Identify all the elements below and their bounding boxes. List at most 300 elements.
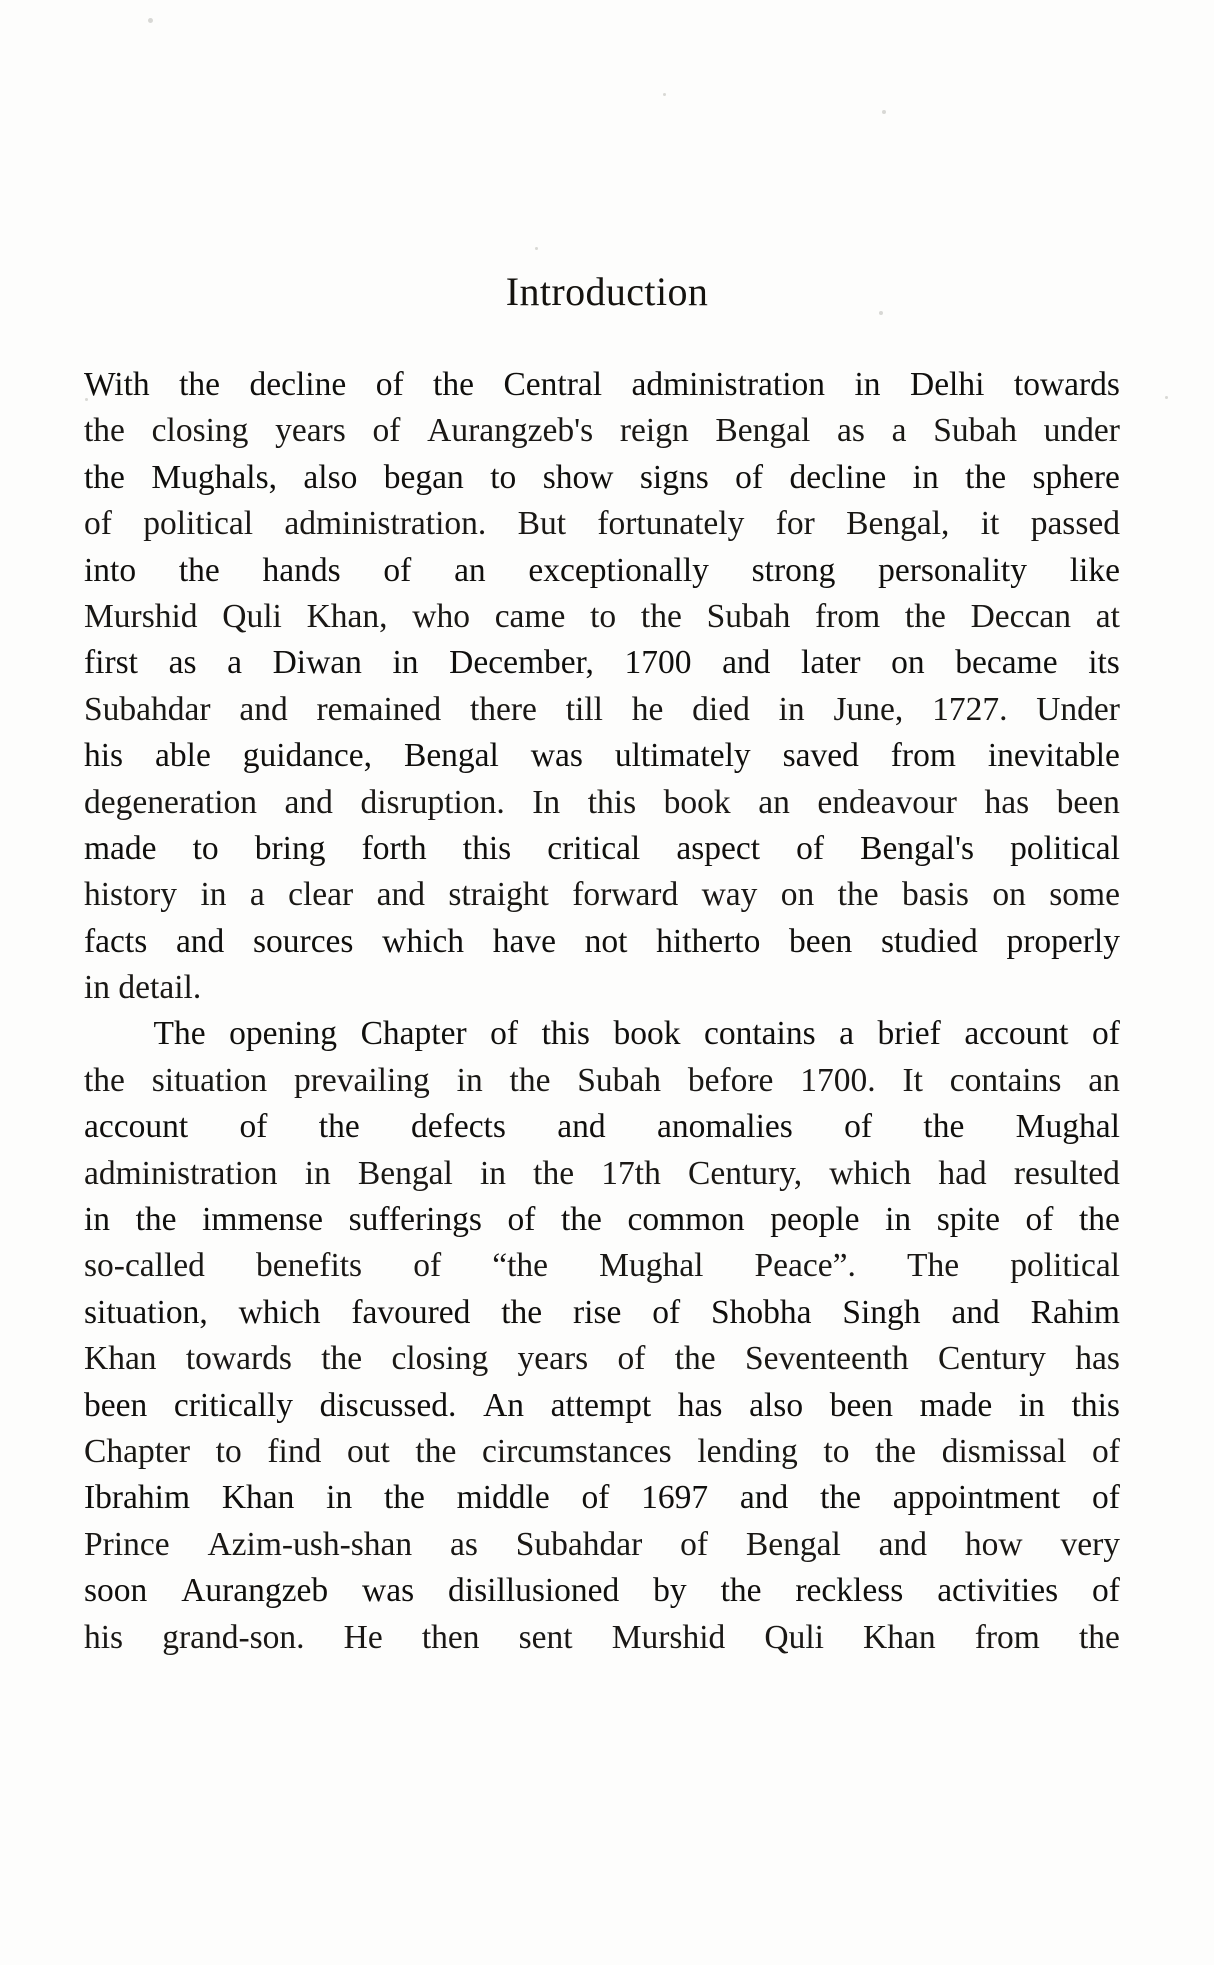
line-word: it [980, 505, 1000, 543]
text-line [84, 1290, 1120, 1336]
line-word: Subah [706, 597, 791, 635]
line-word: spite [936, 1201, 1000, 1239]
line-word: Mughal [599, 1247, 704, 1285]
line-word: Subah [933, 412, 1017, 450]
line-word: Bengal's [860, 829, 975, 867]
body-text-column [84, 362, 1120, 1661]
line-word: Khan [863, 1618, 936, 1656]
line-word: Deccan [970, 597, 1071, 635]
line-word: Central [503, 366, 603, 403]
line-word: strong [751, 551, 836, 589]
line-word: in [885, 1201, 912, 1239]
line-word: political [1010, 1247, 1120, 1285]
line-word: for [775, 505, 815, 543]
line-word: contains [949, 1061, 1062, 1099]
line-word: “the [492, 1247, 549, 1285]
line-word: in [778, 690, 805, 728]
line-word: studied [880, 922, 978, 960]
line-word: in [1018, 1386, 1045, 1424]
line-word: like [1069, 551, 1120, 589]
line-word: the [674, 1340, 716, 1378]
text-line [84, 640, 1120, 686]
line-word: of [1092, 1432, 1120, 1470]
line-word: had [938, 1154, 987, 1192]
line-word: situation [151, 1061, 268, 1099]
line-word: as [837, 412, 865, 450]
text-line [84, 1522, 1120, 1568]
text-line [84, 919, 1120, 965]
line-word: sent [518, 1618, 573, 1656]
line-word: disruption. [360, 783, 505, 821]
line-word: a [227, 644, 242, 682]
line-word: in [456, 1061, 483, 1099]
line-word: has [984, 783, 1030, 821]
line-word: died [692, 690, 750, 728]
line-word: middle [456, 1479, 550, 1517]
line-word: and [722, 644, 771, 682]
line-word: an [454, 551, 486, 589]
line-word: critical [547, 829, 641, 867]
line-word: began [383, 458, 464, 496]
line-word: opening [229, 1015, 338, 1053]
line-word: inevitable [987, 737, 1120, 775]
line-word: anomalies [656, 1108, 793, 1146]
line-word: of [617, 1340, 646, 1378]
line-word: Murshid [84, 597, 198, 635]
line-word: very [1060, 1525, 1120, 1563]
line-word: the [415, 1432, 457, 1470]
line-word: and [878, 1525, 928, 1563]
line-word: which [829, 1154, 912, 1192]
line-word: reign [619, 412, 689, 450]
line-word: came [494, 597, 566, 635]
paragraph-1 [84, 362, 1120, 1011]
line-word: disillusioned [448, 1572, 620, 1610]
line-word: his [84, 737, 124, 775]
line-word: in [912, 458, 939, 496]
line-word: political [1010, 829, 1120, 867]
line-word: this [1071, 1386, 1120, 1424]
line-word: guidance, [242, 737, 373, 775]
line-word: years [517, 1340, 589, 1378]
line-word: account [84, 1108, 189, 1146]
line-word: exceptionally [528, 551, 709, 589]
line-word: properly [1006, 922, 1120, 960]
line-word: the [640, 597, 682, 635]
line-word: an [758, 783, 790, 821]
line-word: to [490, 458, 517, 496]
line-word: He [343, 1618, 383, 1656]
line-word: on [891, 644, 925, 682]
line-word: In [532, 783, 561, 821]
line-word: Mughal [1015, 1108, 1120, 1146]
line-word: Chapter [84, 1432, 191, 1470]
line-word: on [992, 876, 1026, 914]
line-word: towards [1013, 366, 1120, 403]
line-word: before [687, 1061, 774, 1099]
line-word: as [450, 1525, 478, 1563]
line-word: decline [789, 458, 887, 496]
text-line [84, 872, 1120, 918]
line-word: June, [833, 690, 904, 728]
line-word: of [375, 366, 404, 403]
line-word: situation, [84, 1293, 208, 1331]
line-word: discussed. [319, 1386, 457, 1424]
line-word: the [1078, 1618, 1120, 1656]
line-word: favoured [351, 1293, 471, 1331]
line-word: also [749, 1386, 804, 1424]
line-word: circumstances [481, 1432, 672, 1470]
line-word: Murshid [611, 1618, 726, 1656]
line-word: also [303, 458, 358, 496]
line-word: activities [937, 1572, 1059, 1610]
line-word: the [178, 551, 220, 589]
line-word: An [483, 1386, 525, 1424]
line-word: of [413, 1247, 442, 1285]
line-word: and [739, 1479, 789, 1517]
line-word: book [613, 1015, 681, 1053]
line-word: Seventeenth [744, 1340, 909, 1378]
line-word: The [153, 1015, 206, 1053]
line-word: the [84, 458, 125, 496]
line-word: there [469, 690, 537, 728]
line-word: 1727. [932, 690, 1008, 728]
line-word: of [796, 829, 825, 867]
line-word: prevailing [293, 1061, 430, 1099]
line-word: the [383, 1479, 425, 1517]
line-text: in detail. [84, 969, 202, 1007]
line-word: the [875, 1432, 917, 1470]
line-word: the [509, 1061, 551, 1099]
line-word: in [326, 1479, 353, 1517]
line-word: the [720, 1572, 762, 1610]
line-word: critically [173, 1386, 293, 1424]
line-word: appointment [892, 1479, 1061, 1517]
line-word: to [215, 1432, 242, 1470]
text-line [84, 1243, 1120, 1289]
line-word: of [383, 551, 412, 589]
text-line [84, 548, 1120, 594]
line-word: Khan [84, 1340, 157, 1378]
line-word: was [362, 1572, 415, 1610]
text-line [84, 594, 1120, 640]
line-word: been [829, 1386, 893, 1424]
line-word: Ibrahim [84, 1479, 191, 1517]
line-word: administration. [284, 505, 487, 543]
line-word: The [907, 1247, 960, 1285]
line-word: the [321, 1340, 363, 1378]
line-word: 1700 [624, 644, 692, 682]
line-word: Quli [764, 1618, 824, 1656]
line-word: made [919, 1386, 993, 1424]
line-word: on [780, 876, 815, 914]
line-word: in [200, 876, 227, 914]
line-word: of [372, 412, 401, 450]
line-word: decline [249, 366, 347, 403]
line-word: degeneration [84, 783, 257, 821]
line-word: he [631, 690, 664, 728]
line-word: benefits [256, 1247, 363, 1285]
line-word: basis [901, 876, 969, 914]
line-word: lending [697, 1432, 798, 1470]
line-word: sphere [1032, 458, 1120, 496]
line-word: and [951, 1293, 1000, 1331]
line-word: Mughals, [151, 458, 277, 496]
line-word: the [560, 1201, 602, 1239]
line-word: been [1056, 783, 1120, 821]
line-word: brief [877, 1015, 941, 1053]
line-word: political [143, 505, 254, 543]
line-word: of [1092, 1479, 1120, 1517]
line-word: first [84, 644, 138, 682]
line-word: Century [937, 1340, 1046, 1378]
line-word: have [492, 922, 556, 960]
line-word: towards [185, 1340, 292, 1378]
line-word: Aurangzeb [181, 1572, 329, 1610]
line-word: signs [639, 458, 709, 496]
line-word: Prince [84, 1525, 170, 1563]
line-word: Azim-ush-shan [207, 1525, 413, 1563]
line-word: Under [1036, 690, 1120, 728]
text-line [84, 1429, 1120, 1475]
line-word: Khan, [306, 597, 388, 635]
text-line [84, 1336, 1120, 1382]
text-line [84, 1104, 1120, 1150]
line-word: from [890, 737, 956, 775]
line-word: Quli [222, 597, 282, 635]
line-word: of [239, 1108, 268, 1146]
line-word: personality [878, 551, 1027, 589]
line-word: so-called [84, 1247, 205, 1285]
line-word: clear [288, 876, 354, 914]
line-word: from [815, 597, 881, 635]
line-word: then [421, 1618, 480, 1656]
line-word: to [823, 1432, 850, 1470]
line-word: till [565, 690, 603, 728]
paragraph-indent [84, 1011, 130, 1057]
line-word: ultimately [614, 737, 751, 775]
text-line [84, 501, 1120, 547]
line-word: administration [84, 1154, 278, 1192]
line-word: Subahdar [84, 690, 211, 728]
line-word: Aurangzeb's [427, 412, 594, 450]
line-word: Peace”. [754, 1247, 856, 1285]
line-word: in [304, 1154, 331, 1192]
line-word: Bengal [745, 1525, 841, 1563]
text-line [84, 362, 1120, 408]
line-word: Bengal [715, 412, 811, 450]
text-line [84, 1568, 1120, 1614]
line-word: in [84, 1201, 111, 1239]
line-word: aspect [676, 829, 761, 867]
line-word: not [584, 922, 628, 960]
line-word: forth [361, 829, 427, 867]
line-word: book [663, 783, 731, 821]
text-line [84, 1197, 1120, 1243]
line-word: his [84, 1618, 124, 1656]
line-word: this [587, 783, 637, 821]
line-word: But [517, 505, 567, 543]
line-word: to [192, 829, 219, 867]
line-word: immense [202, 1201, 324, 1239]
text-line [84, 733, 1120, 779]
line-word: dismissal [941, 1432, 1067, 1470]
line-word: as [168, 644, 197, 682]
line-word: a [839, 1015, 855, 1053]
line-word: later [801, 644, 861, 682]
line-word: in [479, 1154, 507, 1192]
line-word: Rahim [1030, 1293, 1120, 1331]
line-word: soon [84, 1572, 148, 1610]
line-word: has [677, 1386, 723, 1424]
line-word: was [530, 737, 583, 775]
page-title: Introduction [505, 269, 709, 314]
line-word: Khan [221, 1479, 295, 1517]
line-word: and [284, 783, 333, 821]
line-word: how [964, 1525, 1023, 1563]
line-word: saved [782, 737, 859, 775]
line-word: and [557, 1108, 606, 1146]
text-line [84, 1383, 1120, 1429]
line-word: hitherto [656, 922, 761, 960]
line-word: find [267, 1432, 322, 1470]
line-word: account [964, 1015, 1069, 1053]
line-word: hands [262, 551, 341, 589]
line-word: by [653, 1572, 687, 1610]
line-word: remained [316, 690, 442, 728]
line-word: Bengal [403, 737, 499, 775]
line-word: has [1075, 1340, 1120, 1378]
line-word: a [249, 876, 265, 914]
line-word: the [135, 1201, 177, 1239]
line-word: who [412, 597, 470, 635]
line-word: sources [253, 922, 354, 960]
line-word: It [902, 1061, 923, 1099]
line-word: been [84, 1386, 148, 1424]
line-word: this [541, 1015, 590, 1053]
line-word: years [275, 412, 346, 450]
line-word: in [854, 366, 881, 403]
line-word: closing [391, 1340, 489, 1378]
text-line [84, 1615, 1120, 1661]
line-word: forward [572, 876, 679, 914]
line-word: an [1088, 1061, 1120, 1099]
text-line [84, 826, 1120, 872]
line-word: grand-son. [162, 1618, 305, 1656]
text-line [84, 687, 1120, 733]
paragraph-2 [84, 1011, 1120, 1660]
line-word: facts [84, 922, 148, 960]
line-word: in [392, 644, 419, 682]
line-word: of [680, 1525, 709, 1563]
line-word: Subahdar [515, 1525, 643, 1563]
line-word: the [923, 1108, 965, 1146]
line-word: into [84, 551, 137, 589]
line-word: the [501, 1293, 543, 1331]
line-word: its [1088, 644, 1120, 682]
text-line [84, 455, 1120, 501]
line-word: the [904, 597, 946, 635]
line-word: this [462, 829, 512, 867]
line-word: of [735, 458, 764, 496]
line-word: straight [448, 876, 549, 914]
line-word: 1697 [641, 1479, 709, 1517]
line-word: the [820, 1479, 861, 1517]
line-word: of [652, 1293, 681, 1331]
line-word: fortunately [597, 505, 745, 543]
line-word: the [433, 366, 474, 403]
line-word: Bengal, [846, 505, 950, 543]
line-word: December, [449, 644, 594, 682]
line-word: With [84, 366, 150, 403]
line-word: which [382, 922, 465, 960]
line-word: the [179, 366, 221, 403]
line-word: of [1025, 1201, 1054, 1239]
line-word: and [376, 876, 425, 914]
line-word: administration [631, 366, 826, 403]
line-word: rise [573, 1293, 622, 1331]
line-word: history [84, 876, 178, 914]
line-word: able [155, 737, 211, 775]
line-word: became [955, 644, 1058, 682]
line-word: of [490, 1015, 519, 1053]
line-word: resulted [1013, 1154, 1120, 1192]
line-word: the [1078, 1201, 1120, 1239]
line-word: of [1092, 1015, 1120, 1053]
line-word: which [238, 1293, 321, 1331]
line-word: of [844, 1108, 873, 1146]
line-word: passed [1030, 505, 1120, 543]
line-word: endeavour [817, 783, 957, 821]
text-line [84, 1475, 1120, 1521]
line-word: Bengal [357, 1154, 453, 1192]
line-word: to [590, 597, 617, 635]
line-word: the [837, 876, 879, 914]
line-word: show [542, 458, 614, 496]
line-word: and [175, 922, 225, 960]
line-word: a [891, 412, 907, 450]
line-word: and [239, 690, 288, 728]
line-word: Shobha [710, 1293, 812, 1331]
text-line [84, 780, 1120, 826]
line-word: made [84, 829, 157, 867]
line-word: defects [411, 1108, 506, 1146]
line-word: bring [254, 829, 326, 867]
line-word: Delhi [910, 366, 985, 403]
line-word: closing [151, 412, 249, 450]
line-word: of [1092, 1572, 1120, 1610]
text-line [84, 1151, 1120, 1197]
line-word: sufferings [348, 1201, 482, 1239]
line-word: the [84, 412, 125, 450]
line-word: out [346, 1432, 390, 1470]
line-word: of [84, 505, 112, 543]
line-word: of [581, 1479, 610, 1517]
line-word: Century, [687, 1154, 803, 1192]
line-word: been [789, 922, 853, 960]
line-word: the [318, 1108, 360, 1146]
line-word: Subah [577, 1061, 662, 1099]
line-word: reckless [795, 1572, 904, 1610]
line-word: some [1049, 876, 1120, 914]
text-line [84, 1058, 1120, 1104]
line-word: common [627, 1201, 745, 1239]
text-line [84, 1011, 1120, 1057]
line-word: the [84, 1061, 125, 1099]
line-word: of [507, 1201, 536, 1239]
line-word: 1700. [800, 1061, 876, 1099]
line-word: way [701, 876, 758, 914]
